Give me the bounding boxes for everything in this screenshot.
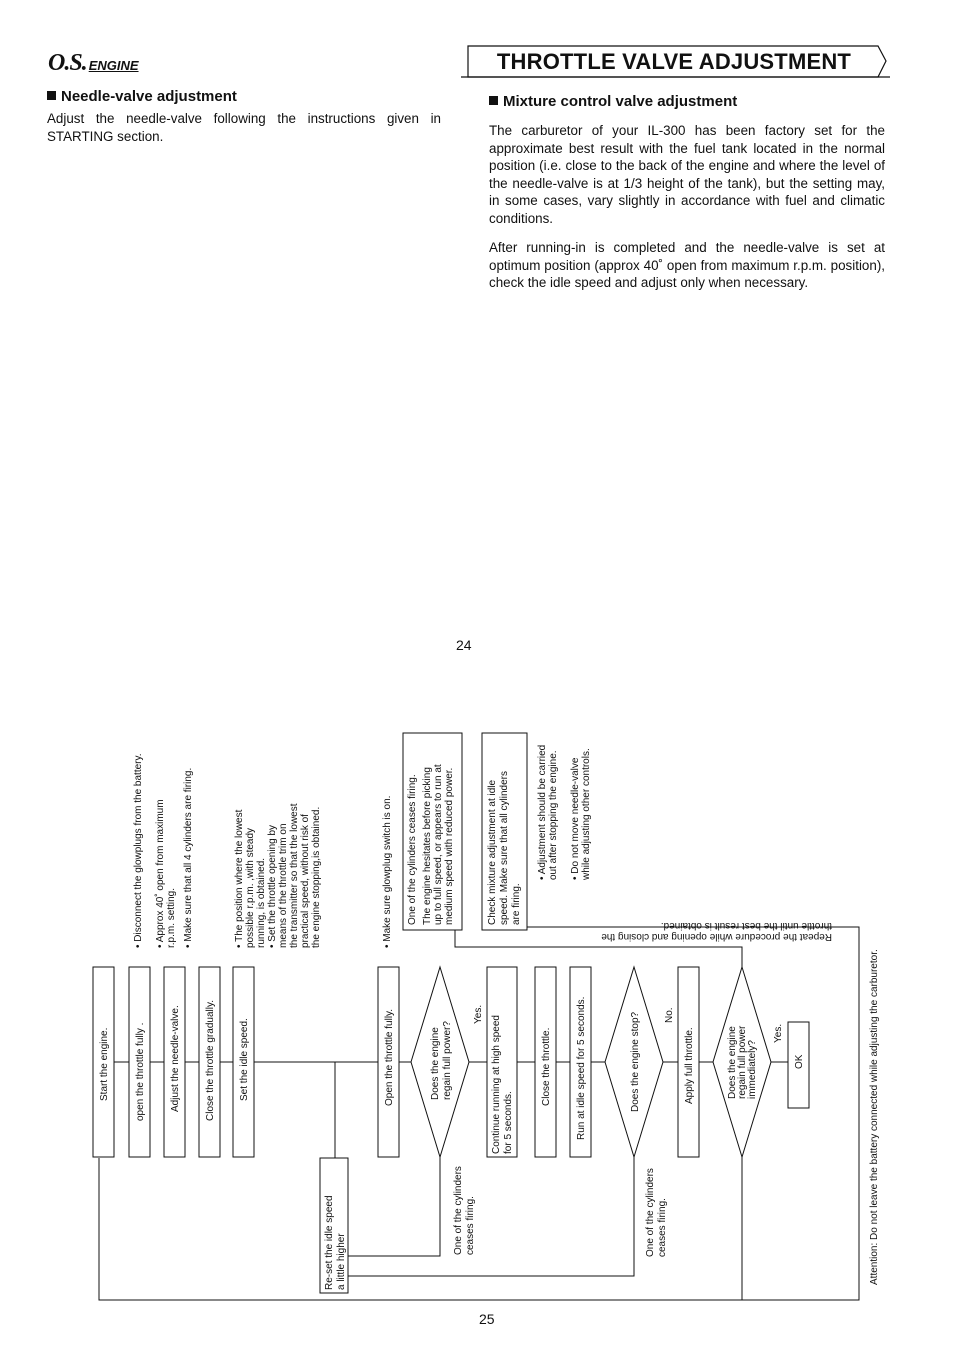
failure-line-4: medium speed with reduced power.	[444, 767, 455, 925]
note2-line-7: practical speed, without risk of	[300, 814, 311, 948]
stop-q-label: Does the engine stop?	[630, 1011, 641, 1112]
mixture-heading: Mixture control valve adjustment	[489, 93, 737, 110]
ok-label: OK	[794, 1054, 805, 1069]
continue-high-line-1: Continue running at high speed	[491, 1015, 502, 1154]
page-title: THROTTLE VALVE ADJUSTMENT	[496, 49, 852, 74]
regain-imm-line-1: Does the engine	[727, 1026, 738, 1099]
note2-line-6: the transmitter so that the lowest	[289, 803, 300, 948]
loop-line-2	[347, 1157, 634, 1276]
yes-label-1: Yes.	[473, 1004, 484, 1024]
note1-line-4: • Make sure that all 4 cylinders are firing.	[183, 767, 194, 948]
run-idle-label: Run at idle speed for 5 seconds.	[576, 996, 587, 1140]
note3-line-1: • Make sure glowplug switch is on.	[382, 795, 393, 948]
note1-line-1: • Disconnect the glowplugs from the battery.	[133, 753, 144, 948]
note2-line-2: possible r.p.m. ,with steady	[245, 827, 256, 948]
cyl-fail-1-line-2: ceases firing.	[465, 1196, 476, 1255]
note4-line-2: out after stopping the engine.	[548, 750, 559, 880]
note1-line-2: • Approx 40˚ open from maximum	[155, 799, 166, 948]
check-line-1: Check mixture adjustment at idle	[487, 779, 498, 925]
no-label: No.	[664, 1007, 675, 1023]
note2-line-1: • The position where the lowest	[234, 809, 245, 948]
page-number-bottom: 25	[479, 1311, 495, 1327]
continue-high-line-2: for 5 seconds.	[503, 1091, 514, 1154]
regain-q-line-1: Does the engine	[430, 1027, 441, 1100]
page-number-top: 24	[456, 637, 472, 653]
needle-body: Adjust the needle-valve following the instructions given in STARTING section.	[47, 111, 441, 144]
note4-line-1: • Adjustment should be carried	[537, 744, 548, 880]
cyl-fail-2-line-2: ceases firing.	[657, 1198, 668, 1257]
cyl-fail-1-line-1: One of the cylinders	[453, 1166, 464, 1255]
reset-idle-line-2: a little higher	[336, 1233, 347, 1290]
mixture-body-1: The carburetor of your IL-300 has been factory set for the approximate best result with the fuel tank located in the normal position (i.e. close to the back of the engine and where the level of the needle-valve is at 1/3 height of the tank), but the setting may, in some cases, vary slightly in accordance with fuel and climatic conditions.	[489, 123, 885, 226]
note4-line-4: while adjusting other controls.	[581, 748, 592, 880]
logo-main: O.S.	[48, 50, 87, 76]
repeat-line-1: Repeat the procedure while opening and closing the	[601, 931, 832, 942]
attention-note: Attention: Do not leave the battery connected while adjusting the carburetor.	[869, 949, 880, 1285]
regain-imm-line-2: regain full power	[737, 1025, 748, 1099]
set-idle-label: Set the idle speed.	[239, 1018, 250, 1101]
failure-line-3: up to full speed, or appears to run at	[433, 764, 444, 925]
close-throttle-label: Close the throttle.	[541, 1027, 552, 1106]
regain-imm-line-3: immediately?	[747, 1040, 758, 1099]
yes-label-2: Yes.	[773, 1023, 784, 1043]
loop-line-1	[347, 1157, 440, 1256]
open-throttle-label: Open the throttle fully.	[384, 1008, 395, 1106]
open-fully-label: open the throttle fully .	[135, 1022, 146, 1121]
close-gradually-label: Close the throttle gradually.	[205, 1000, 216, 1121]
note2-line-4: • Set the throttle opening by	[267, 824, 278, 948]
failure-line-2: The engine hesitates before picking	[422, 767, 433, 925]
adjust-needle-label: Adjust the needle-valve.	[170, 1005, 181, 1112]
check-line-3: are firing.	[511, 883, 522, 925]
check-line-2: speed. Make sure that all cylinders	[499, 771, 510, 925]
note2-line-5: means of the throttle trim on	[278, 823, 289, 948]
note4-line-3: • Do not move needle-valve	[570, 757, 581, 880]
cyl-fail-2-line-1: One of the cylinders	[645, 1168, 656, 1257]
apply-full-label: Apply full throttle.	[684, 1027, 695, 1104]
failure-line-1: One of the cylinders ceases firing.	[407, 774, 418, 925]
note1-line-3: r.p.m. setting.	[166, 887, 177, 948]
note2-line-3: running, is obtained.	[256, 857, 267, 948]
note2-line-8: the engine stopping,is obtained.	[311, 806, 322, 948]
mixture-body-2: After running-in is completed and the needle-valve is set at optimum position (approx 40˚ open from maximum r.p.m. position), check the idle speed and adjust only when necessary.	[489, 240, 885, 291]
repeat-line-2: throttle until the best result is obtained.	[660, 920, 832, 931]
reset-idle-line-1: Re-set the idle speed	[324, 1195, 335, 1290]
regain-q-line-2: regain full power?	[442, 1021, 453, 1100]
logo-sub: ENGINE	[88, 58, 139, 73]
needle-heading: Needle-valve adjustment	[47, 88, 237, 105]
start-engine-label: Start the engine.	[99, 1027, 110, 1101]
